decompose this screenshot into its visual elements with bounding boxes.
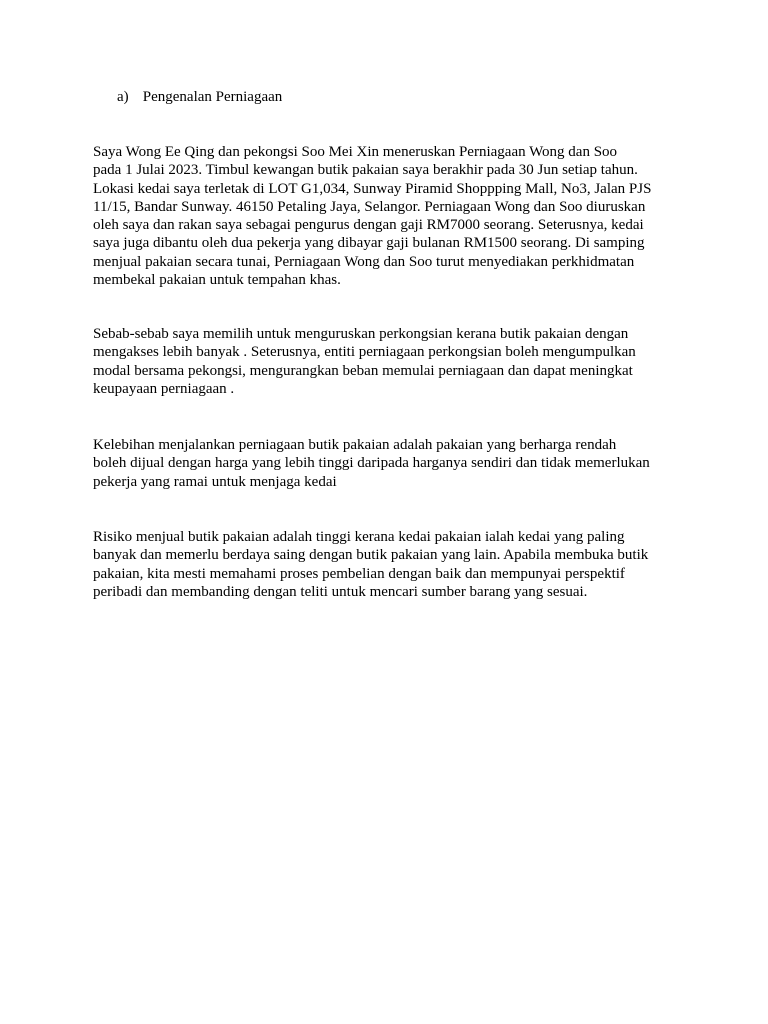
paragraph-reasons: Sebab-sebab saya memilih untuk menguruskan perkongsian kerana butik pakaian dengan mengakses lebih banyak . Seterusnya, entiti perniagaan perkongsian boleh mengumpulkan modal bersama pekongsi, mengurangkan beban memulai perniagaan dan dapat meningkat keupayaan perniagaan . [93, 326, 636, 397]
paragraph-advantages: Kelebihan menjalankan perniagaan butik pakaian adalah pakaian yang berharga rendah boleh dijual dengan harga yang lebih tinggi daripada harganya sendiri dan tidak memerlukan pekerja yang ramai untuk menjaga kedai [93, 437, 650, 490]
paragraph-risks: Risiko menjual butik pakaian adalah tinggi kerana kedai pakaian ialah kedai yang paling banyak dan memerlu berdaya saing dengan butik pakaian yang lain. Apabila membuka butik pakaian, kita mesti memahami proses pembelian dengan baik dan mempunyai perspektif peribadi dan membanding dengan teliti untuk mencari sumber barang yang sesuai. [93, 529, 649, 600]
paragraph-introduction: Saya Wong Ee Qing dan pekongsi Soo Mei Xin meneruskan Perniagaan Wong dan Soo pada 1 Julai 2023. Timbul kewangan butik pakaian saya berakhir pada 30 Jun setiap tahun. Lokasi kedai saya terletak di LOT G1,034, Sunway Piramid Shoppping Mall, No3, Jalan PJS 11/15, Bandar Sunway. 46150 Petaling Jaya, Selangor. Perniagaan Wong dan Soo diuruskan oleh saya dan rakan saya sebagai pengurus dengan gaji RM7000 seorang. Seterusnya, kedai saya juga dibantu oleh dua pekerja yang dibayar gaji bulanan RM1500 seorang. Di samping menjual pakaian secara tunai, Perniagaan Wong dan Soo turut menyediakan perkhidmatan membekal pakaian untuk tempahan khas. [93, 144, 652, 289]
section-marker: a) [117, 89, 129, 105]
section-title: Pengenalan Perniagaan [142, 89, 283, 105]
section-heading [117, 88, 282, 106]
